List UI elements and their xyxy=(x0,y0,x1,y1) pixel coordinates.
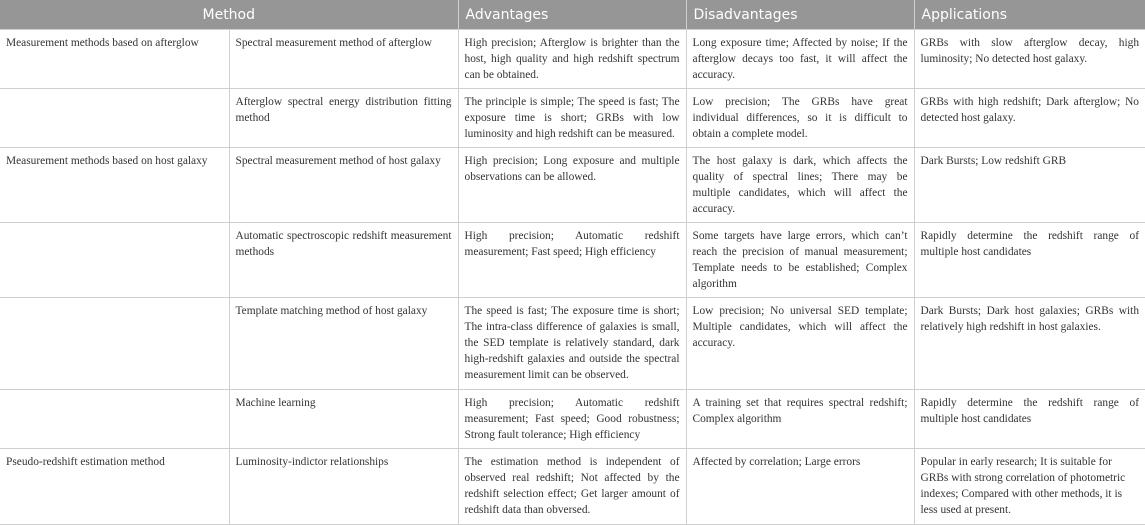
cell-method: Spectral measurement method of host galaxy xyxy=(229,148,458,223)
table-row xyxy=(0,449,1145,525)
cell-advantages: High precision; Afterglow is brighter than the host, high quality and high redshift spectrum can be obtained. xyxy=(458,30,686,89)
cell-advantages: High precision; Long exposure and multiple observations can be allowed. xyxy=(458,148,686,223)
header-applications: Applications xyxy=(914,0,1145,30)
cell-advantages: The speed is fast; The exposure time is short; The intra-class difference of galaxies is small, the SED template is relatively standard, dark high-redshift galaxies and outside the spectral measurement limit can be observed. xyxy=(458,298,686,390)
cell-category: Pseudo-redshift estimation method xyxy=(0,449,229,525)
table-row xyxy=(0,89,1145,148)
cell-advantages: The estimation method is independent of observed real redshift; Not affected by the redshift selection effect; Get larger amount of redshift data than obversed. xyxy=(458,449,686,525)
cell-advantages: The principle is simple; The speed is fast; The exposure time is short; GRBs with low luminosity and high redshift can be measured. xyxy=(458,89,686,148)
header-advantages: Advantages xyxy=(458,0,686,30)
cell-applications: Dark Bursts; Dark host galaxies; GRBs with relatively high redshift in host galaxies. xyxy=(914,298,1145,390)
cell-applications: Rapidly determine the redshift range of multiple host candidates xyxy=(914,223,1145,298)
cell-applications: Rapidly determine the redshift range of multiple host candidates xyxy=(914,390,1145,449)
table-row xyxy=(0,30,1145,89)
cell-category: Measurement methods based on afterglow xyxy=(0,30,229,89)
table-row xyxy=(0,298,1145,390)
cell-method: Machine learning xyxy=(229,390,458,449)
cell-category: Measurement methods based on host galaxy xyxy=(0,148,229,223)
cell-disadvantages: The host galaxy is dark, which affects the quality of spectral lines; There may be multiple candidates, which will affect the accuracy. xyxy=(686,148,914,223)
cell-category xyxy=(0,89,229,148)
cell-advantages: High precision; Automatic redshift measurement; Fast speed; High efficiency xyxy=(458,223,686,298)
cell-category xyxy=(0,390,229,449)
cell-method: Afterglow spectral energy distribution fitting method xyxy=(229,89,458,148)
cell-method: Luminosity-indictor relationships xyxy=(229,449,458,525)
table-row xyxy=(0,223,1145,298)
table-row xyxy=(0,390,1145,449)
cell-disadvantages: Low precision; No universal SED template; Multiple candidates, which will affect the accuracy. xyxy=(686,298,914,390)
header-method: Method xyxy=(0,0,458,30)
cell-category xyxy=(0,298,229,390)
cell-method: Spectral measurement method of afterglow xyxy=(229,30,458,89)
table-row xyxy=(0,148,1145,223)
table-header xyxy=(0,0,1145,30)
cell-advantages: High precision; Automatic redshift measurement; Fast speed; Good robustness; Strong fault tolerance; High efficiency xyxy=(458,390,686,449)
header-row xyxy=(0,0,1145,30)
cell-disadvantages: Some targets have large errors, which can’t reach the precision of manual measurement; Template needs to be established; Complex algorithm xyxy=(686,223,914,298)
header-disadvantages: Disadvantages xyxy=(686,0,914,30)
table-body xyxy=(0,30,1145,525)
cell-disadvantages: Low precision; The GRBs have great individual differences, so it is difficult to obtain a complete model. xyxy=(686,89,914,148)
cell-disadvantages: Long exposure time; Affected by noise; If the afterglow decays too fast, it will affect the accuracy. xyxy=(686,30,914,89)
cell-applications: GRBs with slow afterglow decay, high luminosity; No detected host galaxy. xyxy=(914,30,1145,89)
cell-disadvantages: A training set that requires spectral redshift; Complex algorithm xyxy=(686,390,914,449)
cell-method: Template matching method of host galaxy xyxy=(229,298,458,390)
cell-disadvantages: Affected by correlation; Large errors xyxy=(686,449,914,525)
cell-applications: Popular in early research; It is suitable for GRBs with strong correlation of photometric indexes; Compared with other methods, it is less used at present. xyxy=(914,449,1145,525)
cell-applications: Dark Bursts; Low redshift GRB xyxy=(914,148,1145,223)
cell-method: Automatic spectroscopic redshift measurement methods xyxy=(229,223,458,298)
cell-category xyxy=(0,223,229,298)
cell-applications: GRBs with high redshift; Dark afterglow; No detected host galaxy. xyxy=(914,89,1145,148)
